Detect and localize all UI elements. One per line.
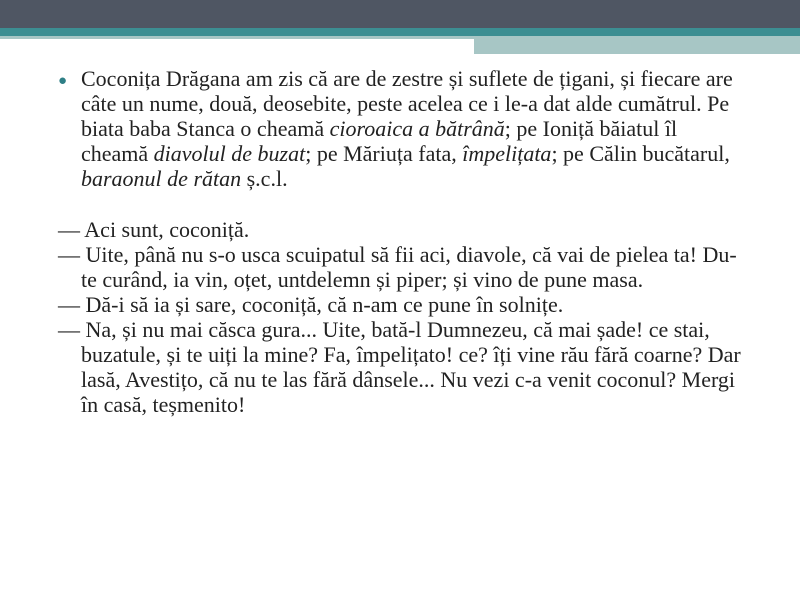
dialogue-line-3: — Dă-i să ia și sare, coconiță, că n-am ce pune în solnițe.: [58, 292, 564, 317]
slide-content: [58, 66, 748, 417]
header-band-line: [0, 36, 474, 39]
paragraph-italic-4: baraonul de rătan: [81, 166, 242, 191]
paragraph-italic-1: cioroaica a bătrână: [329, 116, 505, 141]
paragraph-text-1: Coconița Drăgana am zis că are de zestre și suflete de țigani, și fiecare are câte un nume, două, deosebite, peste acelea ce i le-a dat alde cumătrul. Pe biata baba Stanca o cheamă: [81, 66, 733, 141]
dialogue-line-1: — Aci sunt, coconiță.: [58, 217, 250, 242]
paragraph-text-2: ; pe Ioniță băiatul îl cheamă: [81, 116, 678, 166]
paragraph-italic-2: diavolul de buzat: [153, 141, 306, 166]
header-band-light: [474, 36, 800, 54]
paragraph-italic-3: împelițata: [462, 141, 552, 166]
paragraph-text-3: ; pe Măriuța fata,: [305, 141, 463, 166]
paragraph-text-4: ; pe Călin bucătarul,: [551, 141, 730, 166]
header-band-teal: [0, 28, 800, 36]
paragraph-text-5: ș.c.l.: [241, 166, 288, 191]
bullet-paragraph: [58, 66, 748, 191]
header-band-dark: [0, 0, 800, 28]
round-bullet-icon: ●: [58, 73, 68, 89]
dialogue-line-2: — Uite, până nu s-o usca scuipatul să fii aci, diavole, că vai de pielea ta! Du-te curând, ia vin, oțet, untdelemn și piper; și vino de pune masa.: [58, 242, 737, 292]
paragraph-gap: [58, 191, 748, 217]
dialogue-line-4: — Na, și nu mai căsca gura... Uite, bată-l Dumnezeu, că mai șade! ce stai, buzatule, și te uiți la mine? Fa, împelițato! ce? îți vine rău fără coarne? Dar lasă, Avestițo, că nu te las fără dânsele... Nu vezi c-a venit coconul? Mergi în casă, teșmenito!: [58, 317, 741, 417]
